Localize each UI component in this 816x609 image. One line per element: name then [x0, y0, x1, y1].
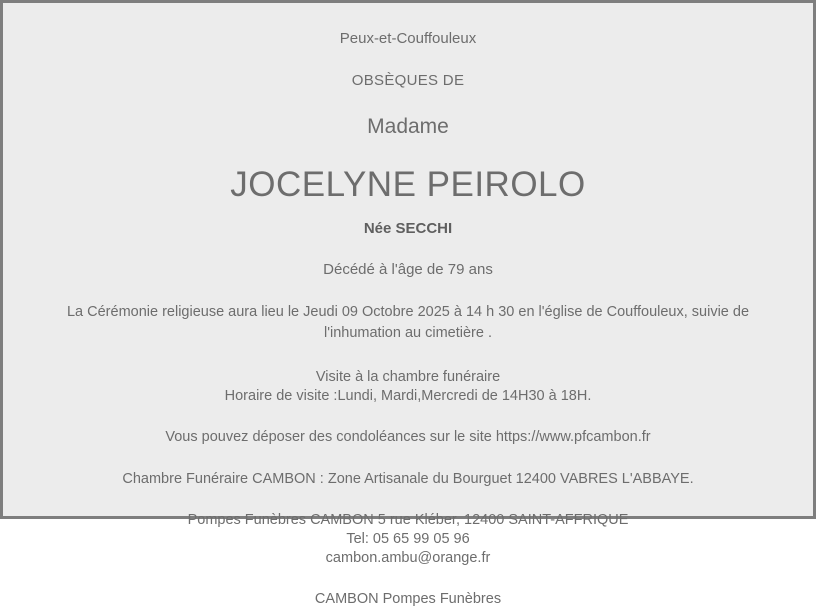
- condolences-line: Vous pouvez déposer des condoléances sur le site https://www.pfcambon.fr: [165, 429, 651, 446]
- company-phone: Tel: 05 65 99 05 96: [346, 530, 470, 547]
- notice-heading: OBSÈQUES DE: [351, 71, 465, 89]
- funeral-home-address: Chambre Funéraire CAMBON : Zone Artisanale du Bourguet 12400 VABRES L'ABBAYE.: [122, 470, 694, 487]
- visit-hours: Horaire de visite :Lundi, Mardi,Mercredi de 14H30 à 18H.: [224, 388, 592, 405]
- company-email: cambon.ambu@orange.fr: [325, 549, 491, 566]
- company-signature: CAMBON Pompes Funèbres: [314, 591, 502, 607]
- ceremony-details: La Cérémonie religieuse aura lieu le Jeudi 09 Octobre 2025 à 14 h 30 en l'église de Couffouleux, suivie de l'inhumation au cimetière .: [66, 304, 750, 342]
- visit-block: [225, 368, 592, 406]
- age-line: Décédé à l'âge de 79 ans: [323, 261, 493, 279]
- maiden-name: Née SECCHI: [363, 219, 453, 237]
- commune-name: Peux-et-Couffouleux: [339, 30, 477, 47]
- company-address: Pompes Funèbres CAMBON 5 rue Kléber, 12400 SAINT-AFFRIQUE: [187, 511, 629, 528]
- company-contact-block: [188, 511, 629, 568]
- deceased-name: JOCELYNE PEIROLO: [230, 165, 586, 205]
- visit-title: Visite à la chambre funéraire: [315, 369, 501, 386]
- person-title: Madame: [367, 114, 449, 138]
